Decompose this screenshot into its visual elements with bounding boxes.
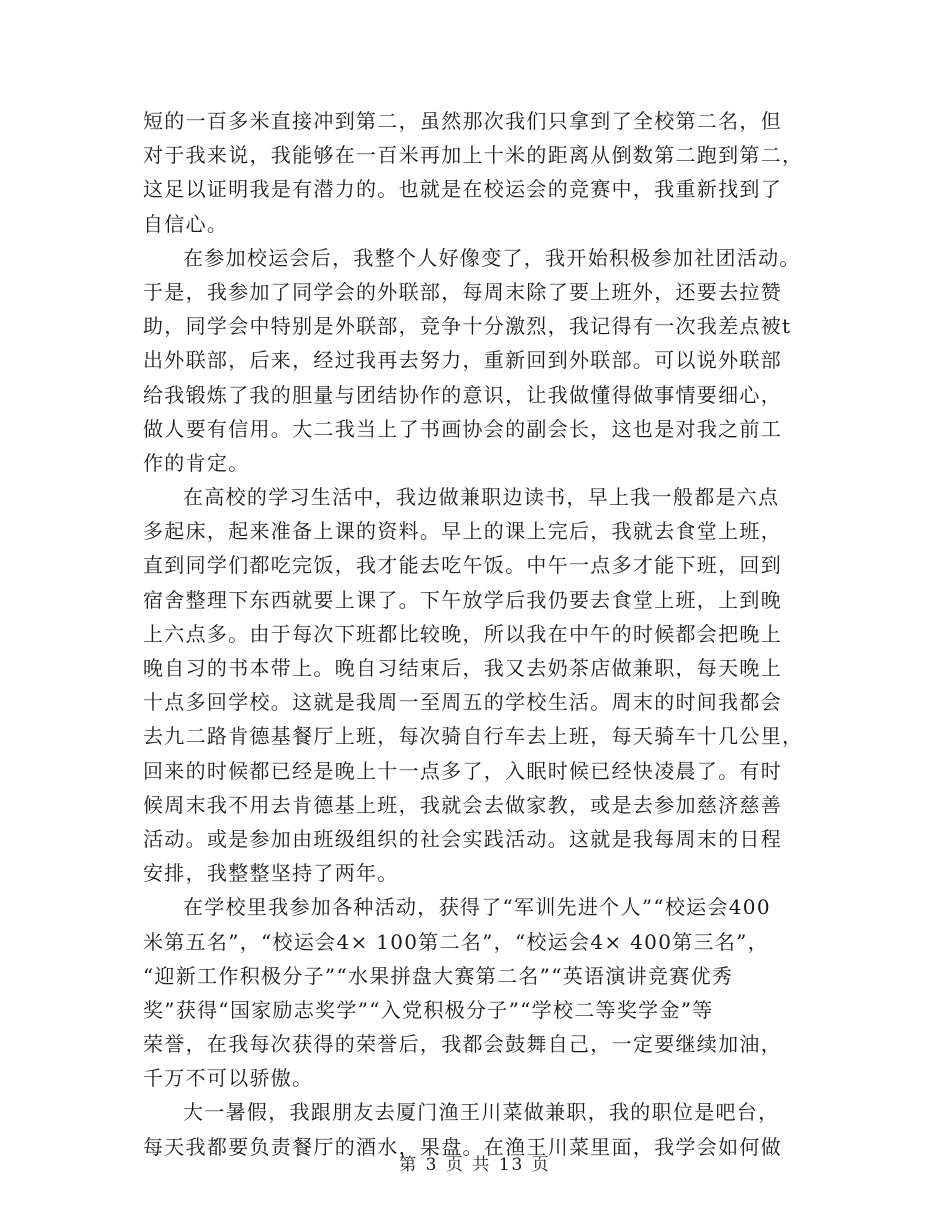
text-line: 十点多回学校。这就是我周一至周五的学校生活。周末的时间我都会 <box>143 690 782 715</box>
text-line: 晚自习的书本带上。晚自习结束后，我又去奶茶店做兼职，每天晚上 <box>143 656 782 680</box>
text-line: 作的肯定。 <box>143 450 250 475</box>
page-footer: 第 3 页 共 13 页 <box>399 1155 551 1175</box>
text-line: 给我锻炼了我的胆量与团结协作的意识，让我做懂得做事情要细心， <box>143 382 782 407</box>
text-line: 短的一百多米直接冲到第二，虽然那次我们只拿到了全校第二名，但 <box>143 109 782 133</box>
text-line: 上六点多。由于每次下班都比较晚，所以我在中午的时候都会把晚上 <box>143 621 782 646</box>
text-line: 米第五名”，“校运会4× 100第二名”，“校运会4× 400第三名”， <box>143 929 769 954</box>
text-line: 出外联部，后来，经过我再去努力，重新回到外联部。可以说外联部 <box>143 348 782 373</box>
text-line: 对于我来说，我能够在一百米再加上十米的距离从倒数第二跑到第二， <box>143 143 804 168</box>
text-line: 这足以证明我是有潜力的。也就是在校运会的竞赛中，我重新找到了 <box>143 177 782 202</box>
text-line: 助，同学会中特别是外联部，竞争十分激烈，我记得有一次我差点被t <box>143 314 792 339</box>
paragraph-start-line: 大一暑假，我跟朋友去厦门渔王川菜做兼职，我的职位是吧台， <box>183 1100 780 1125</box>
body-text <box>143 104 823 1164</box>
text-line: “迎新工作积极分子”“水果拼盘大赛第二名”“英语演讲竞赛优秀 <box>143 963 734 988</box>
text-line: 每天我都要负责餐厅的酒水，果盘。在渔王川菜里面，我学会如何做 <box>143 1134 782 1159</box>
text-line: 宿舍整理下东西就要上课了。下午放学后我仍要去食堂上班，上到晚 <box>143 587 782 612</box>
text-line: 去九二路肯德基餐厅上班，每次骑自行车去上班，每天骑车十几公里， <box>143 724 804 749</box>
text-line: 做人要有信用。大二我当上了书画协会的副会长，这也是对我之前工 <box>143 416 782 441</box>
paragraph-start-line: 在参加校运会后，我整个人好像变了，我开始积极参加社团活动。 <box>183 245 801 270</box>
text-line: 于是，我参加了同学会的外联部，每周末除了要上班外，还要去拉赞 <box>143 279 782 304</box>
text-line: 千万不可以骄傲。 <box>143 1066 314 1091</box>
text-line: 直到同学们都吃完饭，我才能去吃午饭。中午一点多才能下班，回到 <box>143 553 782 578</box>
text-line: 自信心。 <box>143 211 229 236</box>
text-line: 候周末我不用去肯德基上班，我就会去做家教，或是去参加慈济慈善 <box>143 792 782 817</box>
text-line: 荣誉，在我每次获得的荣誉后，我都会鼓舞自己，一定要继续加油， <box>143 1032 782 1057</box>
text-line: 奖”获得“国家励志奖学”“入党积极分子”“学校二等奖学金”等 <box>143 997 714 1022</box>
text-line: 多起床，起来准备上课的资料。早上的课上完后，我就去食堂上班， <box>143 519 782 544</box>
text-line: 活动。或是参加由班级组织的社会实践活动。这就是我每周末的日程 <box>143 826 782 851</box>
paragraph-start-line: 在高校的学习生活中，我边做兼职边读书，早上我一般都是六点 <box>183 485 780 510</box>
text-line: 安排，我整整坚持了两年。 <box>143 861 399 886</box>
text-line: 回来的时候都已经是晚上十一点多了，入眠时候已经快凌晨了。有时 <box>143 758 782 783</box>
paragraph-start-line: 在学校里我参加各种活动，获得了“军训先进个人”“校运会400 <box>183 895 771 920</box>
